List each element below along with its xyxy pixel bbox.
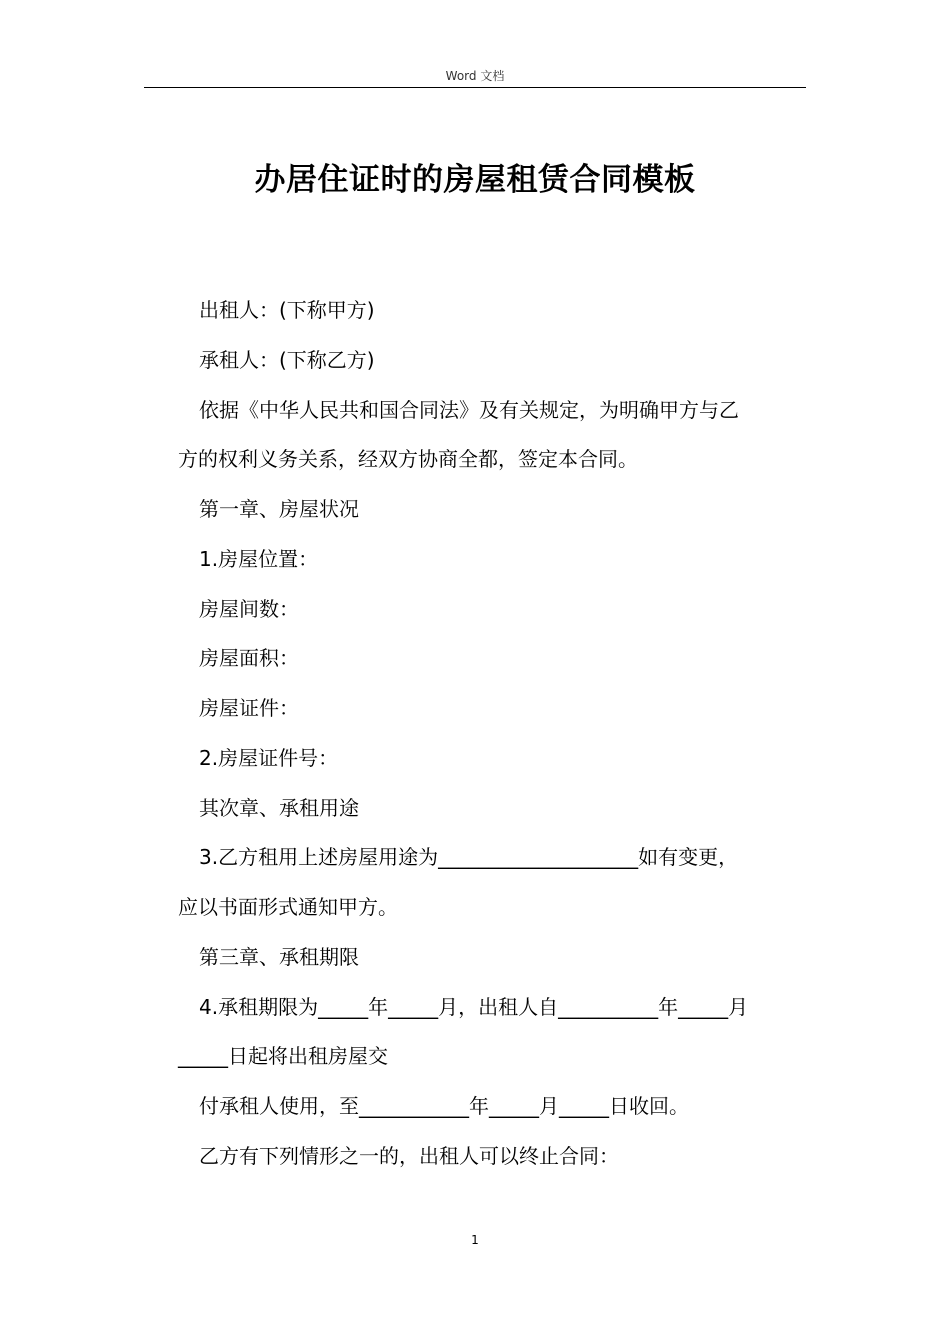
paragraph: 方的权利义务关系，经双方协商全都，签定本合同。	[178, 447, 638, 472]
paragraph: 1.房屋位置：	[199, 546, 319, 571]
paragraph: 应以书面形式通知甲方。	[178, 895, 398, 919]
chapter-heading: 第三章、承租期限	[199, 944, 359, 969]
paragraph: _____日起将出租房屋交	[178, 1044, 388, 1069]
paragraph: 承租人：(下称乙方)	[199, 347, 375, 372]
paragraph: 3.乙方租用上述房屋用途为____________________如有变更，	[199, 845, 739, 870]
page-header: Word 文档	[445, 69, 505, 83]
paragraph: 房屋间数：	[199, 596, 299, 621]
document-title: 办居住证时的房屋租赁合同模板	[254, 162, 696, 198]
paragraph: 2.房屋证件号：	[199, 745, 339, 770]
paragraph: 4.承租期限为_____年_____月，出租人自__________年_____月	[199, 994, 749, 1019]
page-number: 1	[471, 1233, 479, 1247]
chapter-heading: 其次章、承租用途	[199, 795, 359, 820]
paragraph: 付承租人使用，至___________年_____月_____日收回。	[199, 1094, 689, 1118]
paragraph: 房屋证件：	[199, 696, 299, 720]
paragraph: 房屋面积：	[199, 646, 299, 671]
paragraph: 出租人：(下称甲方)	[199, 298, 375, 322]
paragraph: 乙方有下列情形之一的，出租人可以终止合同：	[199, 1143, 619, 1168]
document-body	[178, 286, 808, 1182]
paragraph: 依据《中华人民共和国合同法》及有关规定，为明确甲方与乙	[199, 397, 739, 422]
chapter-heading: 第一章、房屋状况	[199, 497, 359, 521]
header-divider	[144, 87, 806, 88]
